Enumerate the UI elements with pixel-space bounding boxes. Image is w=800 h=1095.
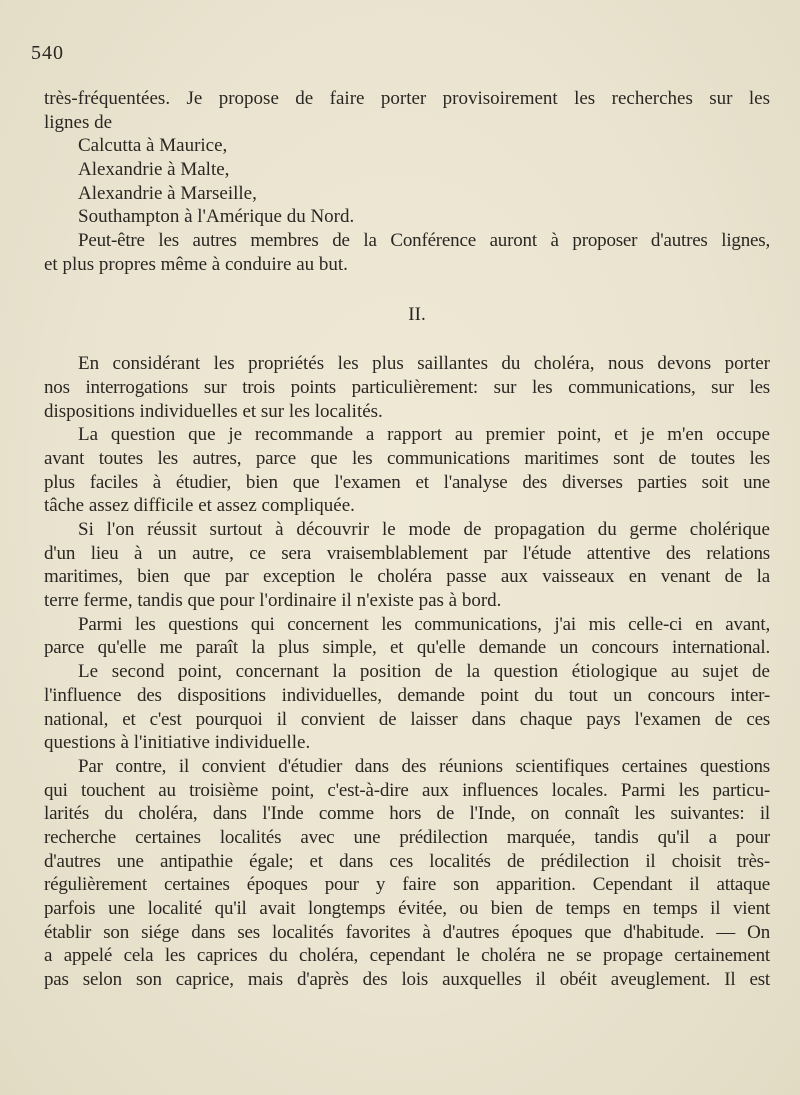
text-line: Peut-être les autres membres de la Conférence auront à proposer d'autres lignes, bbox=[78, 230, 770, 252]
text-line: national, et c'est pourquoi il convient de laisser dans chaque pays l'examen de ces bbox=[44, 708, 770, 730]
section-heading: II. bbox=[408, 303, 426, 325]
text-line: très-fréquentées. Je propose de faire porter provisoirement les recherches sur les bbox=[44, 88, 770, 109]
text-line: Si l'on réussit surtout à découvrir le mode de propagation du germe cholérique bbox=[78, 519, 770, 540]
text-line: avant toutes les autres, parce que les communications maritimes sont de toutes les bbox=[44, 447, 770, 469]
route-item: Calcutta à Maurice, bbox=[78, 135, 228, 157]
text-line: pas selon son caprice, mais d'après des lois auxquelles il obéit aveuglement. Il est bbox=[44, 969, 770, 991]
text-line: La question que je recommande a rapport au premier point, et je m'en occupe bbox=[78, 424, 770, 446]
route-item: Alexandrie à Malte, bbox=[78, 159, 230, 181]
text-line: d'autres une antipathie égale; et dans ces localités de prédilection il choisit très- bbox=[44, 850, 770, 872]
route-item: Southampton à l'Amérique du Nord. bbox=[78, 206, 355, 228]
text-line: Par contre, il convient d'étudier dans des réunions scientifiques certaines questions bbox=[78, 755, 770, 777]
text-line: recherche certaines localités avec une prédilection marquée, tandis qu'il a pour bbox=[44, 826, 770, 848]
body-text bbox=[44, 87, 770, 992]
text-line: lignes de bbox=[44, 111, 113, 133]
text-line: régulièrement certaines époques pour y faire son apparition. Cependant il attaque bbox=[44, 874, 770, 896]
route-item: Alexandrie à Marseille, bbox=[78, 182, 257, 204]
text-line: maritimes, bien que par exception le choléra passe aux vaisseaux en venant de la bbox=[44, 566, 770, 588]
text-line: terre ferme, tandis que pour l'ordinaire il n'existe pas à bord. bbox=[44, 590, 502, 612]
text-line: d'un lieu à un autre, ce sera vraisemblablement par l'étude attentive des relations bbox=[44, 542, 770, 564]
text-line: qui touchent au troisième point, c'est-à-dire aux influences locales. Parmi les particu- bbox=[44, 779, 770, 801]
text-line: tâche assez difficile et assez compliquée. bbox=[44, 495, 355, 517]
text-line: plus faciles à étudier, bien que l'examen et l'analyse des diverses parties soit une bbox=[44, 471, 770, 493]
text-line: Parmi les questions qui concernent les communications, j'ai mis celle-ci en avant, bbox=[78, 613, 770, 635]
text-line: questions à l'initiative individuelle. bbox=[44, 732, 311, 754]
text-line: parce qu'elle me paraît la plus simple, et qu'elle demande un concours international. bbox=[44, 637, 770, 659]
text-line: a appelé cela les caprices du choléra, cependant le choléra ne se propage certainement bbox=[44, 945, 770, 967]
text-line: parfois une localité qu'il avait longtemps évitée, ou bien de temps en temps il vient bbox=[44, 898, 770, 919]
text-line: larités du choléra, dans l'Inde comme hors de l'Inde, on connaît les suivantes: il bbox=[44, 803, 770, 825]
text-line: En considérant les propriétés les plus saillantes du choléra, nous devons porter bbox=[78, 353, 770, 375]
text-line: dispositions individuelles et sur les localités. bbox=[44, 400, 383, 422]
text-line: et plus propres même à conduire au but. bbox=[44, 253, 348, 275]
text-line: l'influence des dispositions individuelles, demande point du tout un concours inter- bbox=[44, 684, 770, 706]
text-line: nos interrogations sur trois points particulièrement: sur les communications, sur les bbox=[44, 376, 770, 398]
text-line: Le second point, concernant la position de la question étiologique au sujet de bbox=[78, 661, 770, 683]
page-number: 540 bbox=[31, 42, 64, 64]
text-line: établir son siége dans ses localités favorites à d'autres époques que d'habitude. — On bbox=[44, 921, 770, 943]
